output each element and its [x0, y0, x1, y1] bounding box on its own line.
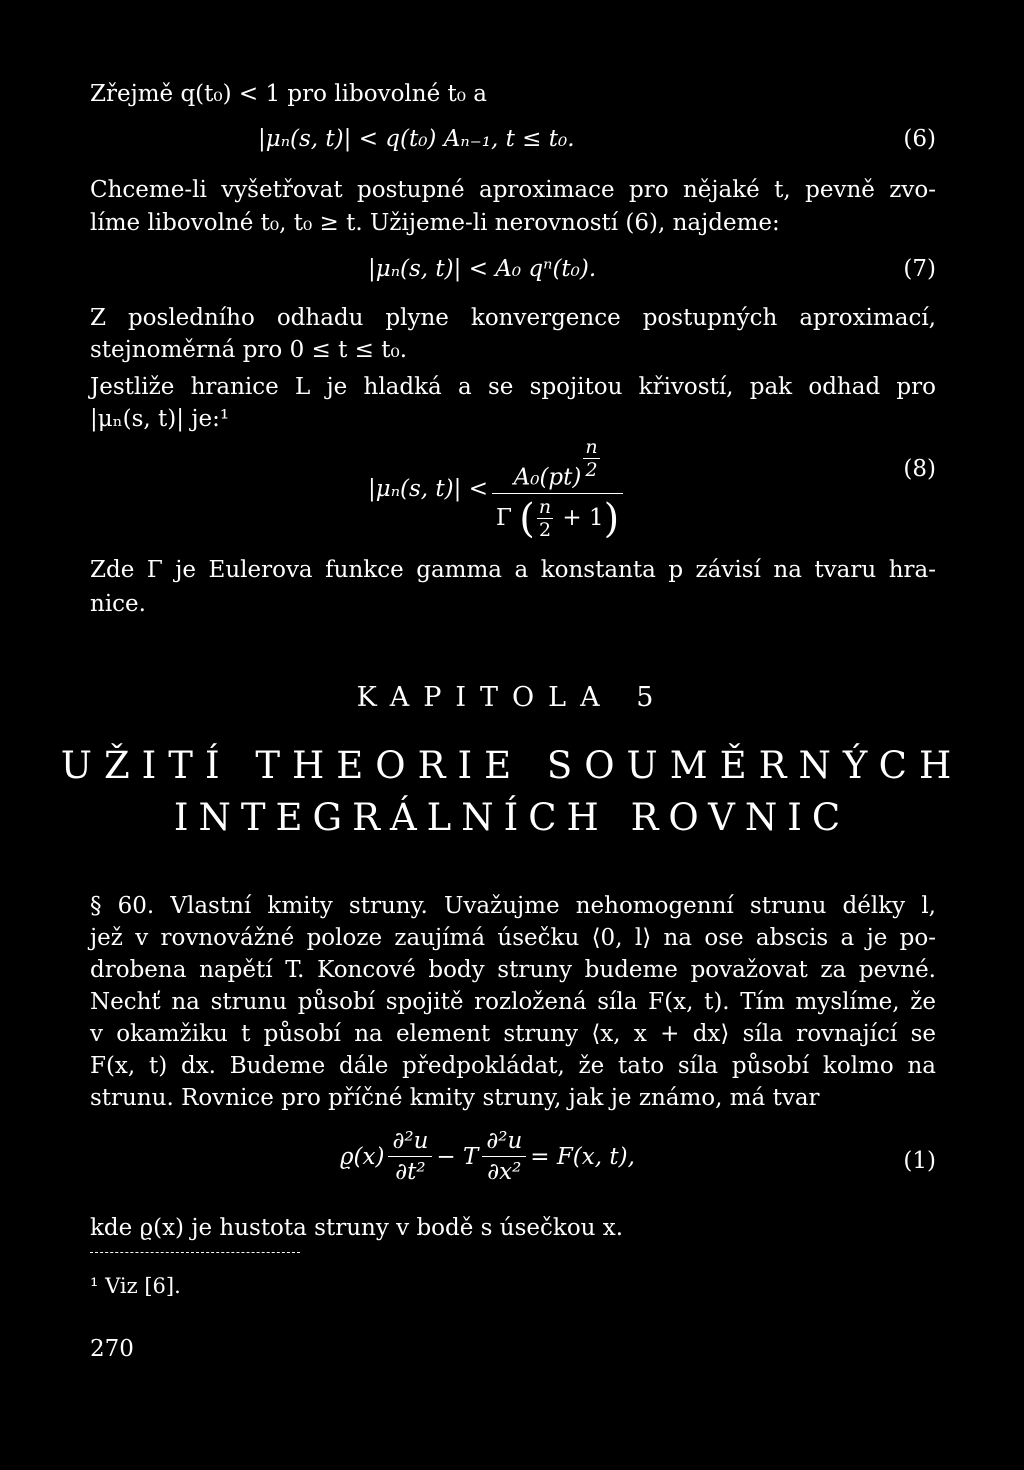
text-line: stejnoměrná pro 0 ≤ t ≤ t₀. [90, 337, 408, 363]
equation-8-lhs: |μₙ(s, t)| < [368, 475, 488, 502]
chapter-title-line-2: INTEGRÁLNÍCH ROVNIC [173, 796, 851, 839]
equation-7 [90, 256, 936, 290]
equation-1-number: (1) [903, 1148, 936, 1174]
section-60-line: drobena napětí T. Koncové body struny budeme považovat za pevné. [90, 957, 936, 983]
equation-8-number: (8) [903, 456, 936, 482]
equation-8-plus-one: + 1 [562, 504, 604, 531]
text-line: Jestliže hranice L je hladká a se spojitou křivostí, pak odhad pro [90, 374, 936, 400]
text-line: Z posledního odhadu plyne konvergence postupných aproximací, [90, 305, 936, 331]
page-number: 270 [90, 1336, 134, 1362]
equation-7-expression: |μₙ(s, t)| < A₀ qⁿ(t₀). [368, 256, 597, 282]
equation-8-numerator: A₀(pt) [513, 464, 582, 491]
equation-8-half: $\frac{n}{2}$ [538, 496, 552, 542]
equation-1-space-derivative: $\frac{\text{∂²u}}{\text{∂x²}}$ [482, 1128, 526, 1185]
chapter-kicker: KAPITOLA 5 [356, 682, 668, 713]
equation-8-fraction: A₀(pt) $\frac{n}{2}$ Γ ( $\frac{n}{2}$ + 1) [492, 436, 623, 542]
text-line: líme libovolné t₀, t₀ ≥ t. Užijeme-li nerovností (6), najdeme: [90, 210, 780, 236]
text-line: Zde Γ je Eulerova funkce gamma a konstanta p závisí na tvaru hra- [90, 557, 936, 583]
footnote: ¹ Viz [6]. [90, 1274, 181, 1298]
text-line: |μₙ(s, t)| je:¹ [90, 406, 230, 432]
equation-1-rho: ϱ(x) [340, 1143, 385, 1170]
text-line: Zřejmě q(t₀) < 1 pro libovolné t₀ a [90, 81, 487, 107]
equation-8-gamma: Γ [495, 504, 512, 531]
equation-8 [90, 430, 936, 542]
equation-1-rhs: = F(x, t), [530, 1143, 635, 1170]
chapter-title-line-1: UŽITÍ THEORIE SOUMĚRNÝCH [60, 744, 964, 787]
text-line: kde ϱ(x) je hustota struny v bodě s úsečkou x. [90, 1215, 624, 1241]
section-60-line: Nechť na strunu působí spojitě rozložená síla F(x, t). Tím myslíme, že [90, 989, 936, 1015]
equation-1-time-derivative: $\frac{\text{∂²u}}{\text{∂t²}}$ [388, 1128, 432, 1185]
equation-1 [90, 1128, 936, 1198]
equation-1-minus-t: − T [436, 1143, 479, 1170]
section-60-line: F(x, t) dx. Budeme dále předpokládat, že tato síla působí kolmo na [90, 1053, 936, 1079]
section-60-line: jež v rovnovážné poloze zaujímá úsečku ⟨0, l⟩ na ose abscis a je po- [90, 925, 936, 951]
equation-7-number: (7) [903, 256, 936, 282]
section-60-line: § 60. Vlastní kmity struny. Uvažujme nehomogenní strunu délky l, [90, 893, 936, 919]
equation-8-exponent: $\frac{n}{2}$ [585, 436, 598, 481]
footnote-rule [90, 1252, 300, 1253]
equation-6-number: (6) [903, 126, 936, 152]
equation-6 [90, 126, 936, 160]
section-60-line: v okamžiku t působí na element struny ⟨x, x + dx⟩ síla rovnající se [90, 1021, 936, 1047]
equation-6-expression: |μₙ(s, t)| < q(t₀) Aₙ₋₁, t ≤ t₀. [258, 126, 575, 152]
text-line: Chceme-li vyšetřovat postupné aproximace pro nějaké t, pevně zvo- [90, 177, 936, 203]
text-line: nice. [90, 591, 146, 617]
section-60-line: strunu. Rovnice pro příčné kmity struny, jak je známo, má tvar [90, 1085, 820, 1111]
